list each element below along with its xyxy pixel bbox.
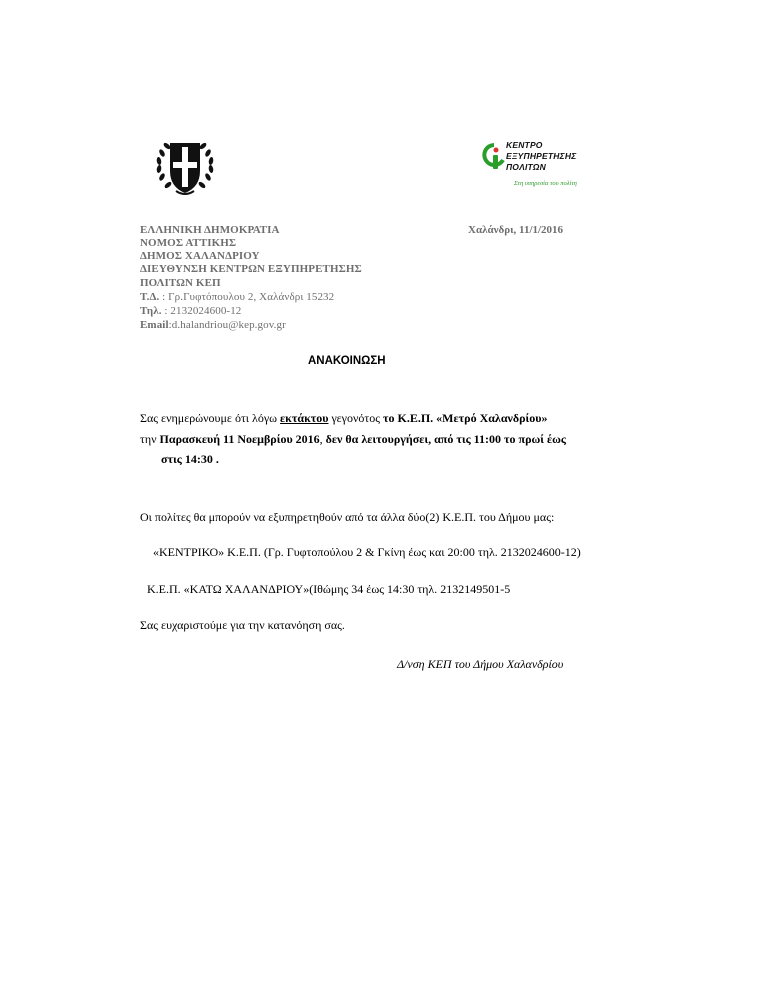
phone-value: : 2132024600-12 bbox=[161, 305, 242, 317]
p2-date: Παρασκευή 11 Νοεμβρίου 2016 bbox=[159, 432, 320, 446]
header-line-kep: ΠΟΛΙΤΩΝ ΚΕΠ bbox=[140, 277, 221, 289]
greek-emblem-icon bbox=[152, 135, 218, 197]
kep-logo-line3: ΠΟΛΙΤΩΝ bbox=[506, 162, 546, 172]
signature: Δ/νση ΚΕΠ του Δήμου Χαλανδρίου bbox=[397, 657, 564, 671]
email-label: Email bbox=[140, 319, 169, 331]
paragraph-4: Οι πολίτες θα μπορούν να εξυπηρετηθούν από τα άλλα δύο(2) Κ.Ε.Π. του Δήμου μας: bbox=[140, 510, 555, 524]
paragraph-2 bbox=[140, 432, 566, 447]
header-line-republic: ΕΛΛΗΝΙΚΗ ΔΗΜΟΚΡΑΤΙΑ bbox=[140, 224, 280, 236]
header-line-directorate: ΔΙΕΥΘΥΝΣΗ ΚΕΝΤΡΩΝ ΕΞΥΠΗΡΕΤΗΣΗΣ bbox=[140, 263, 362, 275]
p2-part1: την bbox=[140, 432, 160, 446]
kep-logo-motto: Στη υπηρεσία του πολίτη bbox=[514, 180, 577, 187]
p1-kep-name: το Κ.Ε.Π. «Μετρό Χαλανδρίου» bbox=[382, 411, 548, 425]
kep-logo-line2: ΕΞΥΠΗΡΕΤΗΣΗΣ bbox=[506, 151, 577, 161]
paragraph-kato-kep: Κ.Ε.Π. «ΚΑΤΩ ΧΑΛΑΝΔΡΙΟΥ»(Ιθώμης 34 έως 14:30 τηλ. 2132149501-5 bbox=[147, 582, 511, 596]
p1-part1: Σας ενημερώνουμε ότι λόγω bbox=[140, 411, 281, 425]
p1-part3: γεγονότος bbox=[328, 411, 383, 425]
document-date: Χαλάνδρι, 11/1/2016 bbox=[468, 224, 564, 236]
phone-label: Τηλ. bbox=[140, 305, 162, 317]
page-title: ΑΝΑΚΟΙΝΩΣΗ bbox=[308, 355, 386, 367]
kep-logo bbox=[482, 140, 592, 196]
header-phone bbox=[140, 305, 241, 317]
email-value: :d.halandriou@kep.gov.gr bbox=[168, 319, 286, 331]
kep-logo-icon bbox=[482, 142, 506, 176]
header-line-prefecture: ΝΟΜΟΣ ΑΤΤΙΚΗΣ bbox=[140, 237, 237, 249]
header-email bbox=[140, 319, 286, 331]
p2-closure: δεν θα λειτουργήσει, από τις 11:00 το πρωί έως bbox=[325, 432, 566, 446]
header-address bbox=[140, 291, 334, 303]
p1-emphasis-extraordinary: εκτάκτου bbox=[280, 411, 329, 425]
p2-part3: , bbox=[319, 432, 326, 446]
paragraph-1 bbox=[140, 411, 547, 426]
paragraph-central-kep: «ΚΕΝΤΡΙΚΟ» Κ.Ε.Π. (Γρ. Γυφτοπούλου 2 & Γκίνη έως και 20:00 τηλ. 2132024600-12) bbox=[153, 545, 581, 559]
header-line-municipality: ΔΗΜΟΣ ΧΑΛΑΝΔΡΙΟΥ bbox=[140, 250, 260, 262]
address-label: Τ.Δ. bbox=[140, 291, 160, 303]
paragraph-thanks: Σας ευχαριστούμε για την κατανόηση σας. bbox=[140, 618, 345, 632]
address-value: : Γρ.Γυφτόπουλου 2, Χαλάνδρι 15232 bbox=[159, 291, 335, 303]
kep-logo-line1: ΚΕΝΤΡΟ bbox=[506, 140, 543, 150]
paragraph-3: στις 14:30 . bbox=[161, 452, 219, 466]
